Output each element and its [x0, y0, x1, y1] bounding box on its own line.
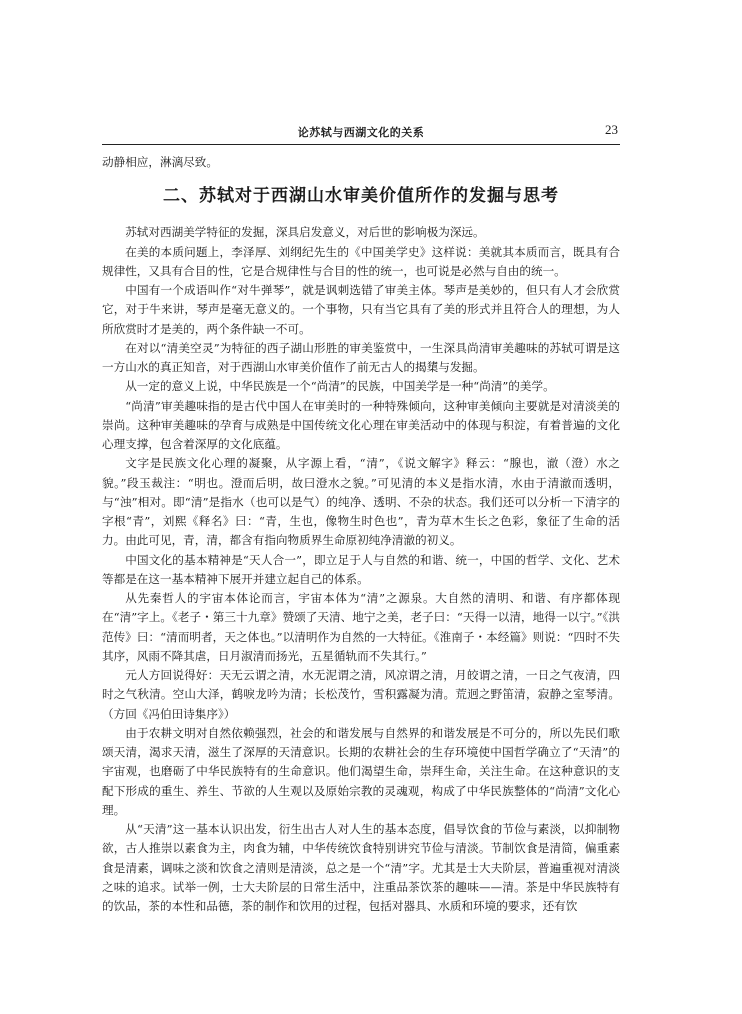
paragraph: 在对以“清美空灵”为特征的西子湖山形胜的审美鉴赏中，一生深具尚清审美趣味的苏轼可谓是这一方山水的真正知音，对于西湖山水审美价值作了前无古人的揭橥与发掘。 [102, 340, 620, 374]
paragraph: “尚清”审美趣味指的是古代中国人在审美时的一种特殊倾向，这种审美倾向主要就是对清淡美的崇尚。这种审美趣味的孕育与成熟是中国传统文化心理在审美活动中的体现与积淀，有着普遍的文化心理支撑，包含着深厚的文化底蕴。 [102, 398, 620, 451]
paragraph: 元人方回说得好：天无云谓之清，水无泥谓之清，风凉谓之清，月皎谓之清，一日之气夜清，四时之气秋清。空山大泽，鹤唳龙吟为清；长松茂竹，雪积露凝为清。荒迥之野笛清，寂静之室琴清。（方回《冯伯田诗集序》） [102, 668, 620, 721]
section-heading: 二、苏轼对于西湖山水审美价值所作的发掘与思考 [163, 186, 559, 207]
paragraph: 由于农耕文明对自然依赖强烈，社会的和谐发展与自然界的和谐发展是不可分的，所以先民们歌颂天清，渴求天清，滋生了深厚的天清意识。长期的农耕社会的生存环境使中国哲学确立了“天清”的宇宙观，也磨砺了中华民族特有的生命意识。他们渴望生命，崇拜生命，关注生命。在这种意识的支配下形成的重生、养生、节欲的人生观以及原始宗教的灵魂观，构成了中华民族整体的“尚清”文化心理。 [102, 725, 620, 817]
paragraph: 从“天清”这一基本认识出发，衍生出古人对人生的基本态度，倡导饮食的节俭与素淡，以抑制物欲，古人推崇以素食为主，肉食为辅，中华传统饮食特别讲究节俭与清淡。节制饮食是清简，偏重素食是清素，调味之淡和饮食之清则是清淡，总之是一个“清”字。尤其是士大夫阶层，普遍重视对清淡之味的追求。试举一例，士大夫阶层的日常生活中，注重品茶饮茶的趣味——清。茶是中华民族特有的饮品，茶的本性和品德，茶的制作和饮用的过程，包括对器具、水质和环境的要求，还有饮 [102, 822, 620, 913]
paragraph: 中国文化的基本精神是“天人合一”，即立足于人与自然的和谐、统一，中国的哲学、文化、艺术等都是在这一基本精神下展开并建立起自己的体系。 [102, 552, 620, 586]
continuation-line: 动静相应，淋漓尽致。 [102, 155, 218, 169]
paragraph: 文字是民族文化心理的凝聚，从字源上看，“清”，《说文解字》释云：“腺也，澈（澄）水之貌。”段玉裁注：“明也。澄而后明，故曰澄水之貌。”可见清的本义是指水清，水由于清澈而透明，与“浊”相对。即“清”是指水（也可以是气）的纯净、透明、不杂的状态。我们还可以分析一下清字的字根“青”，刘熙《释名》曰：“青，生也，像物生时色也”，青为草木生长之色彩，象征了生命的活力。由此可见，青，清，都含有指向物质界生命原初纯净清澈的初义。 [102, 456, 620, 548]
body-text [102, 153, 620, 916]
paragraph: 中国有一个成语叫作“对牛弹琴”，就是讽刺选错了审美主体。琴声是美妙的，但只有人才会欣赏它，对于牛来讲，琴声是毫无意义的。一个事物，只有当它具有了美的形式并且符合人的理想，为人所欣赏时才是美的，两个条件缺一不可。 [102, 283, 620, 336]
paragraph: 从一定的意义上说，中华民族是一个“尚清”的民族，中国美学是一种“尚清”的美学。 [125, 379, 555, 394]
paragraph: 在美的本质问题上，李泽厚、刘纲纪先生的《中国美学史》这样说：美就其本质而言，既具有合规律性，又具有合目的性，它是合规律性与合目的性的统一，也可说是必然与自由的统一。 [102, 244, 620, 278]
paragraph: 从先秦哲人的宇宙本体论而言，宇宙本体为“清”之源泉。大自然的清明、和谐、有序都体现在“清”字上。《老子・第三十九章》赞颂了天清、地宁之美，老子曰：“天得一以清，地得一以宁。”《洪范传》曰：“清而明者，天之体也。”以清明作为自然的一大特征。《淮南子・本经篇》则说：“四时不失其序，风雨不降其虐，日月淑清而扬光，五星循轨而不失其行。” [102, 591, 620, 663]
running-header [102, 122, 620, 145]
running-title: 论苏轼与西湖文化的关系 [297, 126, 425, 139]
page-number: 23 [605, 122, 618, 137]
paragraph: 苏轼对西湖美学特征的发掘，深具启发意义，对后世的影响极为深远。 [125, 225, 485, 240]
